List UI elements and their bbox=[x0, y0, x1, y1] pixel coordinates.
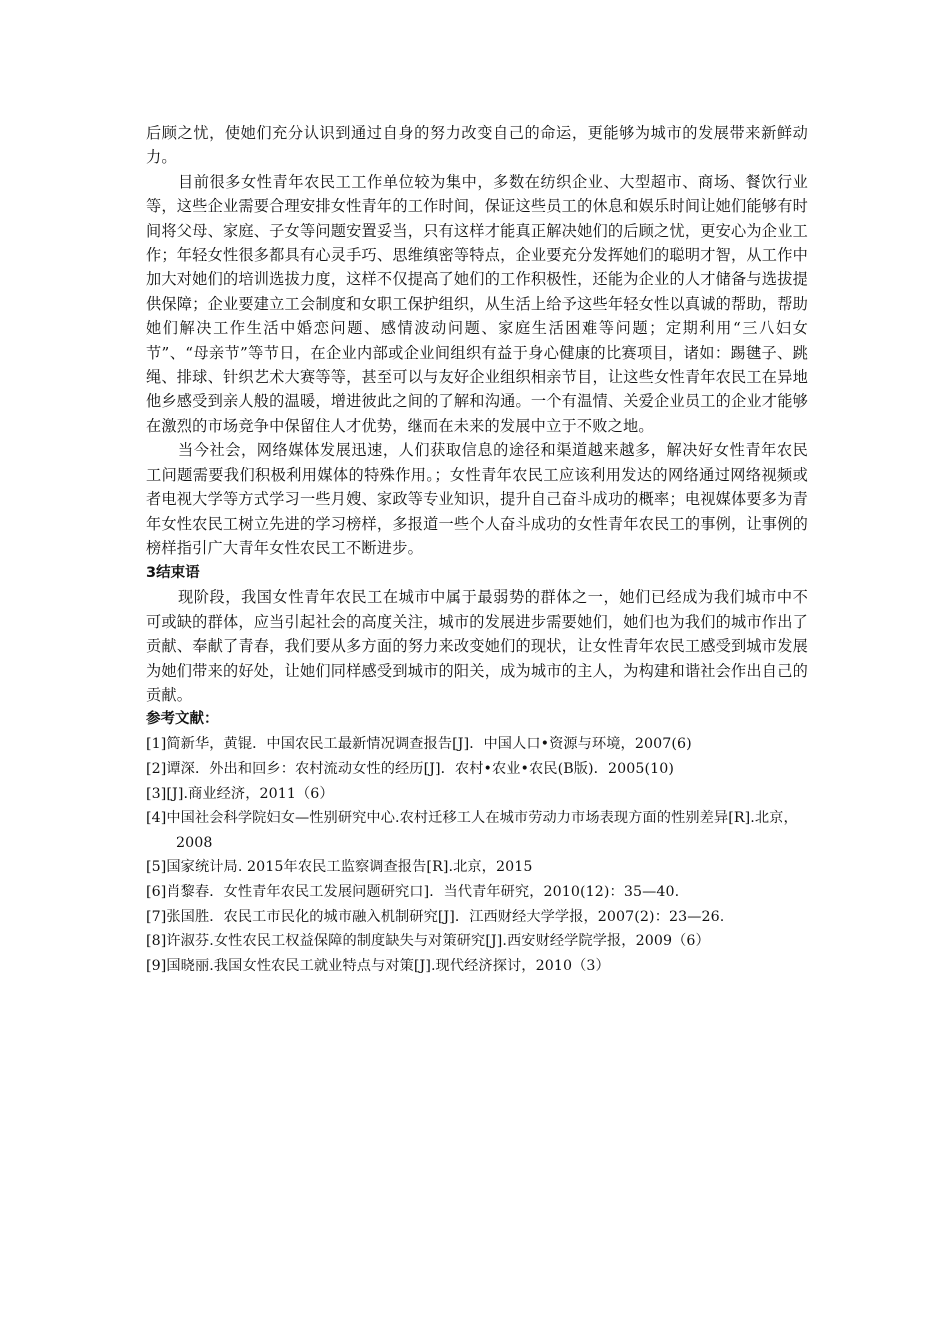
reference-item: [4]中国社会科学院妇女—性别研究中心.农村迁移工人在城市劳动力市场表现方面的性别差异[R].北京，2008 bbox=[146, 810, 798, 851]
reference-item: [7]张国胜．农民工市民化的城市融入机制研究[J]．江西财经大学学报，2007(2)：23—26. bbox=[146, 908, 725, 925]
reference-item: [2]谭深．外出和回乡：农村流动女性的经历[J]．农村•农业•农民(B版)．2005(10) bbox=[146, 760, 674, 777]
section-heading: 3结束语 bbox=[146, 565, 200, 582]
body-paragraph: 后顾之忧，使她们充分认识到通过自身的努力改变自己的命运，更能够为城市的发展带来新鲜动力。 bbox=[146, 124, 808, 167]
body-paragraph: 当今社会，网络媒体发展迅速，人们获取信息的途径和渠道越来越多，解决好女性青年农民工问题需要我们积极利用媒体的特殊作用。；女性青年农民工应该利用发达的网络通过网络视频或者电视大学等方式学习一些月嫂、家政等专业知识，提升自己奋斗成功的概率；电视媒体要多为青年女性农民工树立先进的学习榜样，多报道一些个人奋斗成功的女性青年农民工的事例，让事例的榜样指引广大青年女性农民工不断进步。 bbox=[146, 441, 808, 557]
body-paragraph: 目前很多女性青年农民工工作单位较为集中，多数在纺织企业、大型超市、商场、餐饮行业等，这些企业需要合理安排女性青年的工作时间，保证这些员工的休息和娱乐时间让她们能够有时间将父母、家庭、子女等问题安置妥当，只有这样才能真正解决她们的后顾之忧，更安心为企业工作；年轻女性很多都具有心灵手巧、思维缜密等特点，企业要充分发挥她们的聪明才智，从工作中加大对她们的培训选拔力度，这样不仅提高了她们的工作积极性，还能为企业的人才储备与选拔提供保障；企业要建立工会制度和女职工保护组织，从生活上给予这些年轻女性以真诚的帮助，帮助她们解决工作生活中婚恋问题、感情波动问题、家庭生活困难等问题；定期利用“三八妇女节”、“母亲节”等节日，在企业内部或企业间组织有益于身心健康的比赛项目，诸如：踢毽子、跳绳、排球、针织艺术大赛等等，甚至可以与友好企业组织相亲节目，让这些女性青年农民工在异地他乡感受到亲人般的温暖，增进彼此之间的了解和沟通。一个有温情、关爱企业员工的企业才能够在激烈的市场竞争中保留住人才优势，继而在未来的发展中立于不败之地。 bbox=[146, 172, 808, 435]
reference-item: [9]国晓丽.我国女性农民工就业特点与对策[J].现代经济探讨，2010（3） bbox=[146, 957, 610, 974]
references-heading: 参考文献： bbox=[146, 711, 219, 728]
document-page bbox=[146, 121, 808, 978]
reference-item: [1]简新华，黄锟．中国农民工最新情况调查报告[J]．中国人口•资源与环境，2007(6) bbox=[146, 736, 692, 753]
reference-item: [5]国家统计局. 2015年农民工监察调查报告[R].北京，2015 bbox=[146, 859, 533, 876]
body-paragraph: 现阶段，我国女性青年农民工在城市中属于最弱势的群体之一，她们已经成为我们城市中不可或缺的群体，应当引起社会的高度关注，城市的发展进步需要她们，她们也为我们的城市作出了贡献、奉献了青春，我们要从多方面的努力来改变她们的现状，让女性青年农民工感受到城市发展为她们带来的好处，让她们同样感受到城市的阳关，成为城市的主人，为构建和谐社会作出自己的贡献。 bbox=[146, 588, 808, 704]
reference-item: [6]肖黎春．女性青年农民工发展问题研究口]．当代青年研究，2010(12)：35—40. bbox=[146, 883, 680, 900]
reference-item: [3][J].商业经济，2011（6） bbox=[146, 785, 334, 802]
reference-item: [8]许淑芬.女性农民工权益保障的制度缺失与对策研究[J].西安财经学院学报，2009（6） bbox=[146, 933, 710, 950]
reference-list bbox=[146, 732, 808, 978]
